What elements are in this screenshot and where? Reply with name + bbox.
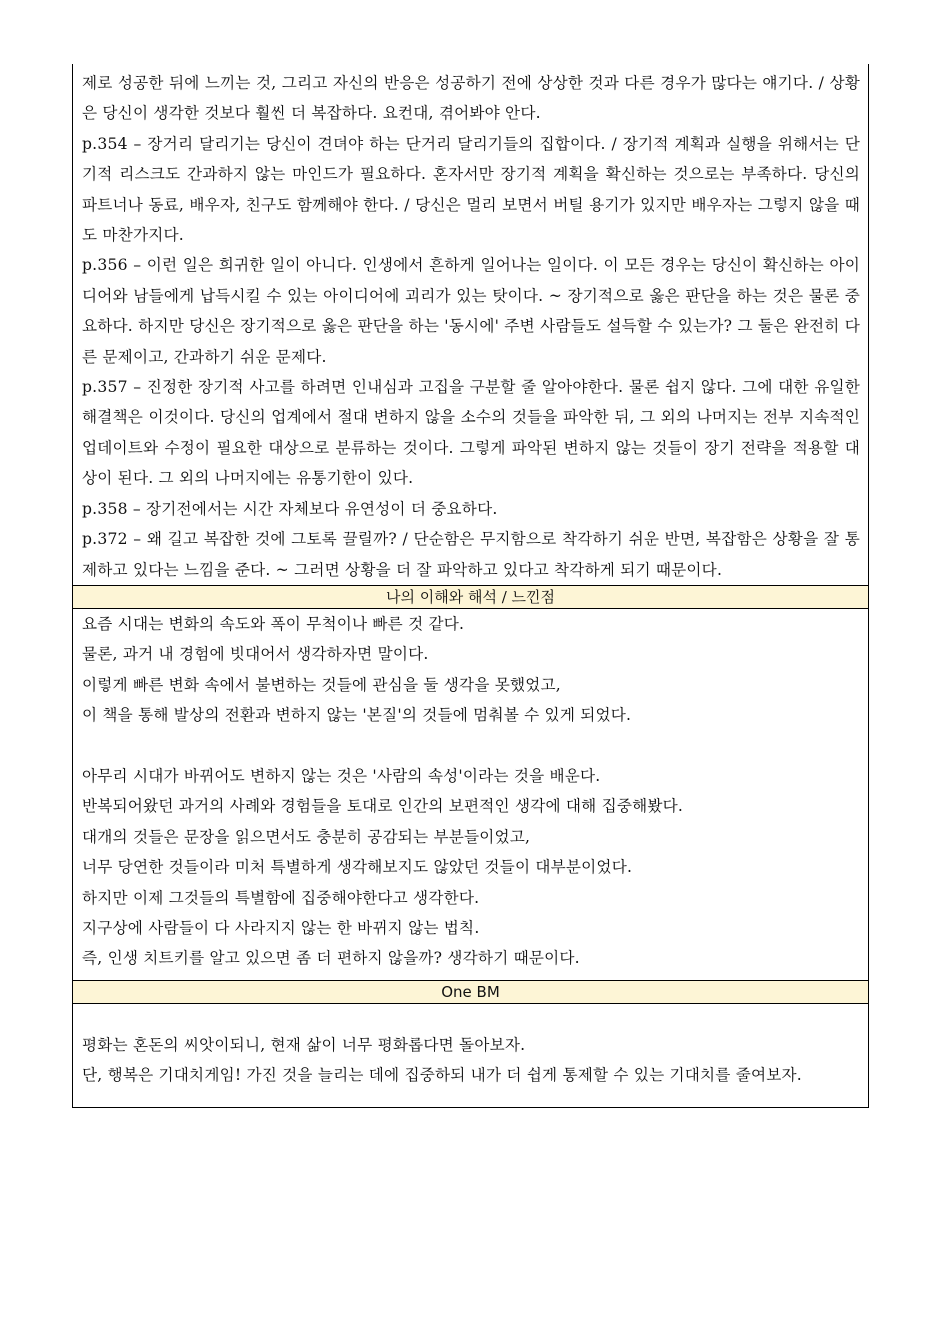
- reflection-line: 요즘 시대는 변화의 속도와 폭이 무척이나 빠른 것 같다.: [82, 614, 465, 633]
- reflection-line: 반복되어왔던 과거의 사례와 경험들을 토대로 인간의 보편적인 생각에 대해 집중해봤다.: [82, 797, 684, 816]
- reflection-line: 아무리 시대가 바뀌어도 변하지 않는 것은 '사람의 속성'이라는 것을 배운다.: [82, 766, 601, 785]
- onebm-line: 단, 행복은 기대치게임! 가진 것을 늘리는 데에 집중하되 내가 더 쉽게 통제할 수 있는 기대치를 줄여보자.: [82, 1066, 802, 1085]
- quote-paragraph: p.358 – 장기전에서는 시간 자체보다 유연성이 더 중요하다.: [82, 499, 498, 518]
- reflection-line: 너무 당연한 것들이라 미처 특별하게 생각해보지도 않았던 것들이 대부분이었다.: [82, 858, 633, 877]
- reflection-line: 즉, 인생 치트키를 알고 있으면 좀 더 편하지 않을까? 생각하기 때문이다.: [82, 949, 580, 968]
- onebm-section: [73, 1004, 868, 1107]
- reflection-section: [73, 609, 868, 980]
- quote-paragraph: 제로 성공한 뒤에 느끼는 것, 그리고 자신의 반응은 성공하기 전에 상상한 것과 다른 경우가 많다는 얘기다. / 상황은 당신이 생각한 것보다 훨씬 더 복잡하다. 요컨대, 겪어봐야 안다.: [82, 74, 860, 123]
- reflection-line: 물론, 과거 내 경험에 빗대어서 생각하자면 말이다.: [82, 645, 429, 664]
- quotes-section: [73, 64, 868, 585]
- reflection-line: 이 책을 통해 발상의 전환과 변하지 않는 '본질'의 것들에 멈춰볼 수 있게 되었다.: [82, 706, 632, 725]
- reflection-header: 나의 이해와 해석 / 느낀점: [73, 585, 868, 609]
- reflection-blank-line: [82, 731, 860, 761]
- quote-paragraph: p.356 – 이런 일은 희귀한 일이 아니다. 인생에서 흔하게 일어나는 일이다. 이 모든 경우는 당신이 확신하는 아이디어와 남들에게 납득시킬 수 있는 아이디어에 괴리가 있는 탓이다. ~ 장기적으로 옳은 판단을 하는 것은 물론 중요하다. 하지만 당신은 장기적으로 옳은 판단을 하는 '동시에' 주변 사람들도 설득할 수 있는가? 그 둘은 완전히 다른 문제이고, 간과하기 쉬운 문제다.: [82, 256, 860, 366]
- onebm-header: One BM: [73, 980, 868, 1004]
- quote-paragraph: p.357 – 진정한 장기적 사고를 하려면 인내심과 고집을 구분할 줄 알아야한다. 물론 쉽지 않다. 그에 대한 유일한 해결책은 이것이다. 당신의 업계에서 절대 변하지 않을 소수의 것들을 파악한 뒤, 그 외의 나머지는 전부 지속적인 업데이트와 수정이 필요한 대상으로 분류하는 것이다. 그렇게 파악된 변하지 않는 것들이 장기 전략을 적용할 대상이 된다. 그 외의 나머지에는 유통기한이 있다.: [82, 378, 860, 488]
- reflection-line: 지구상에 사람들이 다 사라지지 않는 한 바뀌지 않는 법칙.: [82, 918, 480, 937]
- quote-paragraph: p.372 – 왜 길고 복잡한 것에 그토록 끌릴까? / 단순함은 무지함으로 착각하기 쉬운 반면, 복잡함은 상황을 잘 통제하고 있다는 느낌을 준다. ~ 그러면 상황을 더 잘 파악하고 있다고 착각하게 되기 때문이다.: [82, 530, 860, 579]
- reflection-line: 이렇게 빠른 변화 속에서 불변하는 것들에 관심을 둘 생각을 못했었고,: [82, 675, 561, 694]
- note-sheet: [72, 64, 869, 1108]
- reflection-line: 하지만 이제 그것들의 특별함에 집중해야한다고 생각한다.: [82, 888, 480, 907]
- quote-paragraph: p.354 – 장거리 달리기는 당신이 견뎌야 하는 단거리 달리기들의 집합이다. / 장기적 계획과 실행을 위해서는 단기적 리스크도 간과하지 않는 마인드가 필요하다. 혼자서만 장기적 계획을 확신하는 것으로는 부족하다. 당신의 파트너나 동료, 배우자, 친구도 함께해야 한다. / 당신은 멀리 보면서 버틸 용기가 있지만 배우자는 그렇지 않을 때도 마찬가지다.: [82, 134, 861, 245]
- onebm-line: 평화는 혼돈의 씨앗이되니, 현재 삶이 너무 평화롭다면 돌아보자.: [82, 1035, 526, 1054]
- reflection-line: 대개의 것들은 문장을 읽으면서도 충분히 공감되는 부분들이었고,: [82, 827, 531, 846]
